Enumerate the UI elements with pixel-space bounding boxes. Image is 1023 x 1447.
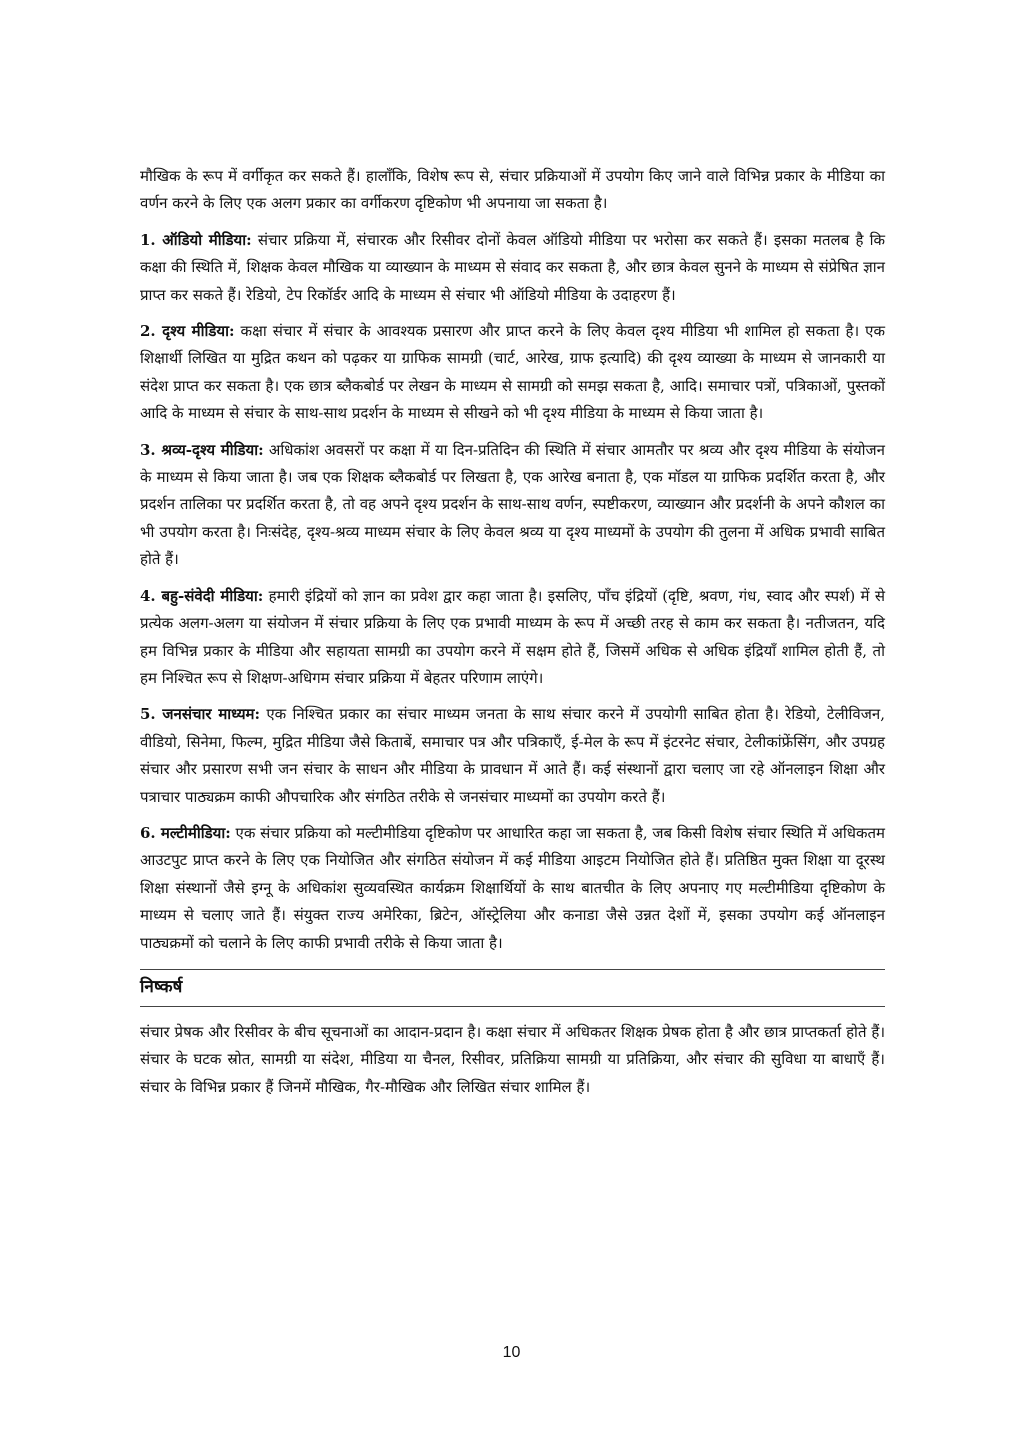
media-item-text: एक संचार प्रक्रिया को मल्टीमीडिया दृष्टिकोण पर आधारित कहा जा सकता है, जब किसी विशेष संचार स्थिति में अधिकतम आउटपुट प्राप्त करने के लिए एक नियोजित और संगठित संयोजन में कई मीडिया आइटम नियोजित होते हैं। प्रतिष्ठित मुक्त शिक्षा या दूरस्थ शिक्षा संस्थानों जैसे इग्नू के अधिकांश सुव्यवस्थित कार्यक्रम शिक्षार्थियों के साथ बातचीत के लिए अपनाए गए मल्टीमीडिया दृष्टिकोण के माध्यम से चलाए जाते हैं। संयुक्त राज्य अमेरिका, ब्रिटेन, ऑस्ट्रेलिया और कनाडा जैसे उन्नत देशों में, इसका उपयोग कई ऑनलाइन पाठ्यक्रमों को चलाने के लिए काफी प्रभावी तरीके से किया जाता है। [140, 823, 885, 952]
media-item-audio-visual [140, 437, 885, 574]
page-number: 10 [502, 1344, 521, 1361]
media-item-term: 4. बहु-संवेदी मीडिया: [140, 586, 264, 605]
media-item-term: 2. दृश्य मीडिया: [140, 322, 235, 341]
media-item-mass-media [140, 701, 885, 811]
media-item-text: संचार प्रक्रिया में, संचारक और रिसीवर दोनों केवल ऑडियो मीडिया पर भरोसा कर सकते हैं। इसका मतलब है कि कक्षा की स्थिति में, शिक्षक केवल मौखिक या व्याख्यान के माध्यम से संवाद कर सकता है, और छात्र केवल सुनने के माध्यम से संप्रेषित ज्ञान प्राप्त कर सकते हैं। रेडियो, टेप रिकॉर्डर आदि के माध्यम से संचार भी ऑडियो मीडिया के उदाहरण हैं। [140, 230, 885, 304]
conclusion-heading: निष्कर्ष [140, 969, 885, 1007]
media-item-term: 1. ऑडियो मीडिया: [140, 230, 252, 249]
media-item-text: हमारी इंद्रियों को ज्ञान का प्रवेश द्वार कहा जाता है। इसलिए, पाँच इंद्रियों (दृष्टि, श्रवण, गंध, स्वाद और स्पर्श) में से प्रत्येक अलग-अलग या संयोजन में संचार प्रक्रिया के लिए एक प्रभावी माध्यम के रूप में अच्छी तरह से काम कर सकता है। नतीजतन, यदि हम विभिन्न प्रकार के मीडिया और सहायता सामग्री का उपयोग करने में सक्षम होते हैं, जिसमें अधिक से अधिक इंद्रियाँ शामिल होती हैं, तो हम निश्चित रूप से शिक्षण-अधिगम संचार प्रक्रिया में बेहतर परिणाम लाएंगे। [140, 586, 886, 687]
conclusion-paragraph: संचार प्रेषक और रिसीवर के बीच सूचनाओं का आदान-प्रदान है। कक्षा संचार में अधिकतर शिक्षक प्रेषक होता है और छात्र प्राप्तकर्ता होते हैं। संचार के घटक स्रोत, सामग्री या संदेश, मीडिया या चैनल, रिसीवर, प्रतिक्रिया सामग्री या प्रतिक्रिया, और संचार की सुविधा या बाधाएँ हैं। संचार के विभिन्न प्रकार हैं जिनमें मौखिक, गैर-मौखिक और लिखित संचार शामिल हैं। [140, 1022, 885, 1096]
media-item-multisensory [140, 583, 885, 693]
document-page [140, 163, 885, 1110]
intro-paragraph: मौखिक के रूप में वर्गीकृत कर सकते हैं। हालाँकि, विशेष रूप से, संचार प्रक्रियाओं में उपयोग किए जाने वाले विभिन्न प्रकार के मीडिया का वर्णन करने के लिए एक अलग प्रकार का वर्गीकरण दृष्टिकोण भी अपनाया जा सकता है। [140, 167, 885, 213]
media-item-audio [140, 227, 885, 309]
media-item-term: 5. जनसंचार माध्यम: [140, 705, 261, 724]
media-item-visual [140, 318, 885, 428]
media-item-term: 3. श्रव्य-दृश्य मीडिया: [140, 440, 264, 459]
media-item-term: 6. मल्टीमीडिया: [140, 823, 231, 842]
media-item-text: कक्षा संचार में संचार के आवश्यक प्रसारण और प्राप्त करने के लिए केवल दृश्य मीडिया भी शामिल हो सकता है। एक शिक्षार्थी लिखित या मुद्रित कथन को पढ़कर या ग्राफिक सामग्री (चार्ट, आरेख, ग्राफ इत्यादि) की दृश्य व्याख्या के माध्यम से जानकारी या संदेश प्राप्त कर सकता है। एक छात्र ब्लैकबोर्ड पर लेखन के माध्यम से सामग्री को समझ सकता है, आदि। समाचार पत्रों, पत्रिकाओं, पुस्तकों आदि के माध्यम से संचार के साथ-साथ प्रदर्शन के माध्यम से सीखने को भी दृश्य मीडिया के माध्यम से किया जाता है। [140, 322, 886, 423]
media-item-text: एक निश्चित प्रकार का संचार माध्यम जनता के साथ संचार करने में उपयोगी साबित होता है। रेडियो, टेलीविजन, वीडियो, सिनेमा, फिल्म, मुद्रित मीडिया जैसे किताबें, समाचार पत्र और पत्रिकाएँ, ई-मेल के रूप में इंटरनेट संचार, टेलीकांफ्रेंसिंग, और उपग्रह संचार और प्रसारण सभी जन संचार के साधन और मीडिया के प्रावधान में आते हैं। कई संस्थानों द्वारा चलाए जा रहे ऑनलाइन शिक्षा और पत्राचार पाठ्यक्रम काफी औपचारिक और संगठित तरीके से जनसंचार माध्यमों का उपयोग करते हैं। [140, 705, 885, 806]
media-item-multimedia [140, 820, 885, 957]
media-item-text: अधिकांश अवसरों पर कक्षा में या दिन-प्रतिदिन की स्थिति में संचार आमतौर पर श्रव्य और दृश्य मीडिया के संयोजन के माध्यम से किया जाता है। जब एक शिक्षक ब्लैकबोर्ड पर लिखता है, एक आरेख बनाता है, एक मॉडल या ग्राफिक प्रदर्शित करता है, और प्रदर्शन तालिका पर प्रदर्शित करता है, तो वह अपने दृश्य प्रदर्शन के साथ-साथ वर्णन, स्पष्टीकरण, व्याख्यान और प्रदर्शनी के अपने कौशल का भी उपयोग करता है। निःसंदेह, दृश्य-श्रव्य माध्यम संचार के लिए केवल श्रव्य या दृश्य माध्यमों के उपयोग की तुलना में अधिक प्रभावी साबित होते हैं। [140, 440, 885, 569]
